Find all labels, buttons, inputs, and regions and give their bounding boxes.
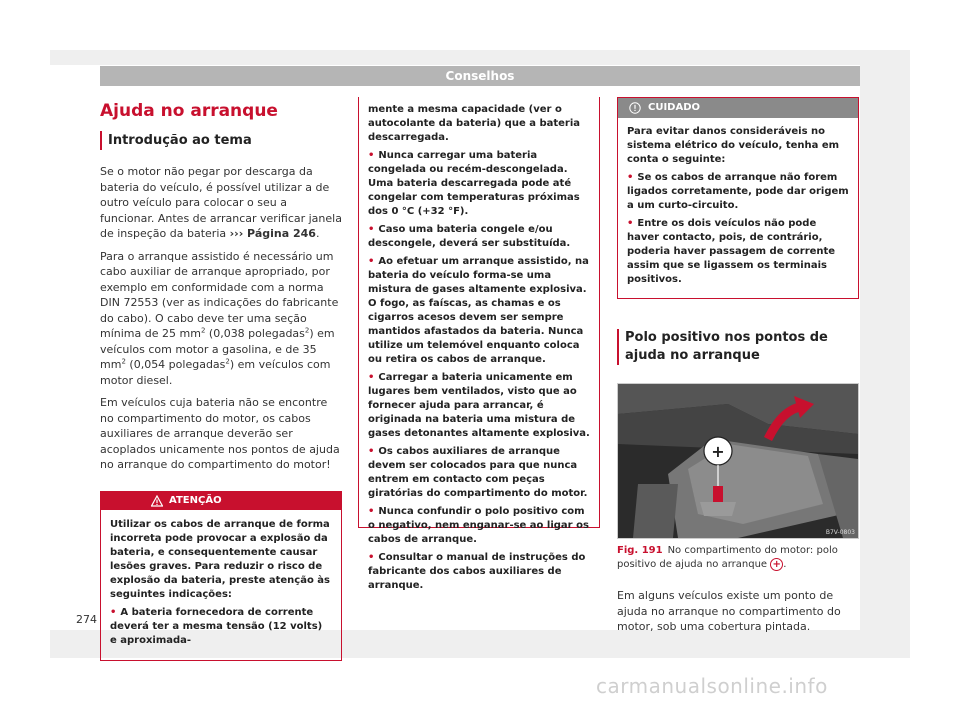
section-subtitle: Introdução ao tema <box>100 131 342 150</box>
body-paragraph: Em alguns veículos existe um ponto de ajuda no arranque no compartimento do motor, sob uma cobertura pintada. <box>617 589 841 633</box>
figure-number: Fig. 191 <box>617 545 663 556</box>
bullet-icon: • <box>368 372 375 383</box>
paragraph-2: Para o arranque assistido é necessário um cabo auxiliar de arranque apropriado, por exemplo em conformidade com a norma DIN 72553 (ver as indicações do fabricante do cabo). O cabo deve ter uma seção mínima de 25 $mm^2$ (0,038 polegadas$^2$) em veículos com motor a gasolina, e de 35 $mm^2$ (0,054 polegadas$^2$) em veículos com motor diesel. <box>100 249 339 387</box>
caution-intro: Para evitar danos consideráveis no sistema elétrico do veículo, tenha em conta o seguinte: <box>627 126 840 165</box>
paragraph-1: Se o motor não pegar por descarga da bateria do veículo, é possível utilizar a de outro veículo para colocar o seu a funcionar. Antes de arrancar verificar janela de inspeção da bateria ››› Página 246. <box>100 165 342 240</box>
warning-header <box>101 492 341 510</box>
caution-box <box>617 97 859 299</box>
bullet-icon: • <box>110 606 117 618</box>
figure-caption: Fig. 191 No compartimento do motor: polo positivo de ajuda no arranque + . <box>617 545 838 570</box>
plus-circle-icon: + <box>770 558 783 571</box>
warning-bullet: • Consultar o manual de instruções do fabricante dos cabos auxiliares de arranque. <box>368 552 586 591</box>
warning-continuation: mente a mesma capacidade (ver o autocolante da bateria) que a bateria descarregada. <box>368 104 581 143</box>
caution-bullet: • Entre os dois veículos não pode haver contacto, pois, de contrário, poderia haver passagem de corrente assim que se ligassem os terminais positivos. <box>627 218 836 285</box>
body-text <box>100 164 342 473</box>
page-link[interactable]: ››› Página 246 <box>229 227 316 240</box>
warning-bullet: • Nunca confundir o polo positivo com o negativo, nem enganar-se ao ligar os cabos de arranque. <box>368 506 589 545</box>
warning-bullet: • A bateria fornecedora de corrente deverá ter a mesma tensão (12 volts) e aproximada- <box>110 606 323 646</box>
bullet-icon: • <box>627 218 634 229</box>
caution-bullet: • Se os cabos de arranque não forem ligados corretamente, pode dar origem a um curto-circuito. <box>627 172 849 211</box>
bullet-icon: • <box>368 506 375 517</box>
warning-triangle-icon <box>151 495 163 507</box>
section-heading: Polo positivo nos pontos de ajuda no arranque <box>617 329 859 365</box>
warning-box <box>100 491 342 661</box>
bullet-icon: • <box>368 150 375 161</box>
warning-intro: Utilizar os cabos de arranque de forma incorreta pode provocar a explosão da bateria, e consequentemente causar lesões graves. Para reduzir o risco de explosão da bateria, preste atenção às seguintes indicações: <box>110 518 331 600</box>
warning-bullet: • Caso uma bateria congele e/ou descongele, deverá ser substituída. <box>368 224 571 249</box>
column-right <box>617 97 859 635</box>
bullet-icon: • <box>368 552 375 563</box>
svg-text:+: + <box>711 442 725 461</box>
watermark: carmanualsonline.info <box>596 674 828 698</box>
warning-continuation-box <box>358 97 600 591</box>
bullet-icon: • <box>368 256 375 267</box>
paragraph-3: Em veículos cuja bateria não se encontre no compartimento do motor, os cabos auxiliares de arranque deverão ser acoplados unicamente nos pontos de ajuda no arranque do compartimento do motor! <box>100 396 340 471</box>
warning-body <box>101 510 341 660</box>
column-left <box>100 95 342 661</box>
page-title: Ajuda no arranque <box>100 101 278 121</box>
figure-code: B7V-0803 <box>825 529 855 536</box>
caution-title: CUIDADO <box>648 102 701 113</box>
bullet-icon: • <box>627 172 634 183</box>
column-middle <box>358 97 600 591</box>
info-circle-icon <box>629 102 641 114</box>
warning-bullet: • Os cabos auxiliares de arranque devem ser colocados para que nunca entrem em contacto com peças giratórias do compartimento do motor. <box>368 446 588 499</box>
caution-body <box>618 118 858 298</box>
engine-illustration <box>618 384 858 538</box>
warning-bullet: • Carregar a bateria unicamente em lugares bem ventilados, visto que ao fornecer ajuda para arrancar, é originada na bateria uma mistura de gases detonantes altamente explosiva. <box>368 372 590 439</box>
engine-compartment-figure <box>617 383 859 539</box>
warning-title: ATENÇÃO <box>169 494 222 506</box>
page-number: 274 <box>76 613 97 626</box>
bullet-icon: • <box>368 224 375 235</box>
bullet-icon: • <box>368 446 375 457</box>
warning-bullet: • Nunca carregar uma bateria congelada ou recém-descongelada. Uma bateria descarregada pode até congelar com temperaturas próximas dos 0 °C (+32 °F). <box>368 150 580 217</box>
section-header: Conselhos <box>100 66 860 86</box>
warning-bullet: • Ao efetuar um arranque assistido, na bateria do veículo forma-se uma mistura de gases altamente explosiva. O fogo, as faíscas, as chamas e os cigarros acesos devem ser sempre mantidos afastados da bateria. Nunca utilize um telemóvel enquanto coloca ou retira os cabos de arranque. <box>368 256 589 365</box>
caution-header <box>618 98 858 118</box>
